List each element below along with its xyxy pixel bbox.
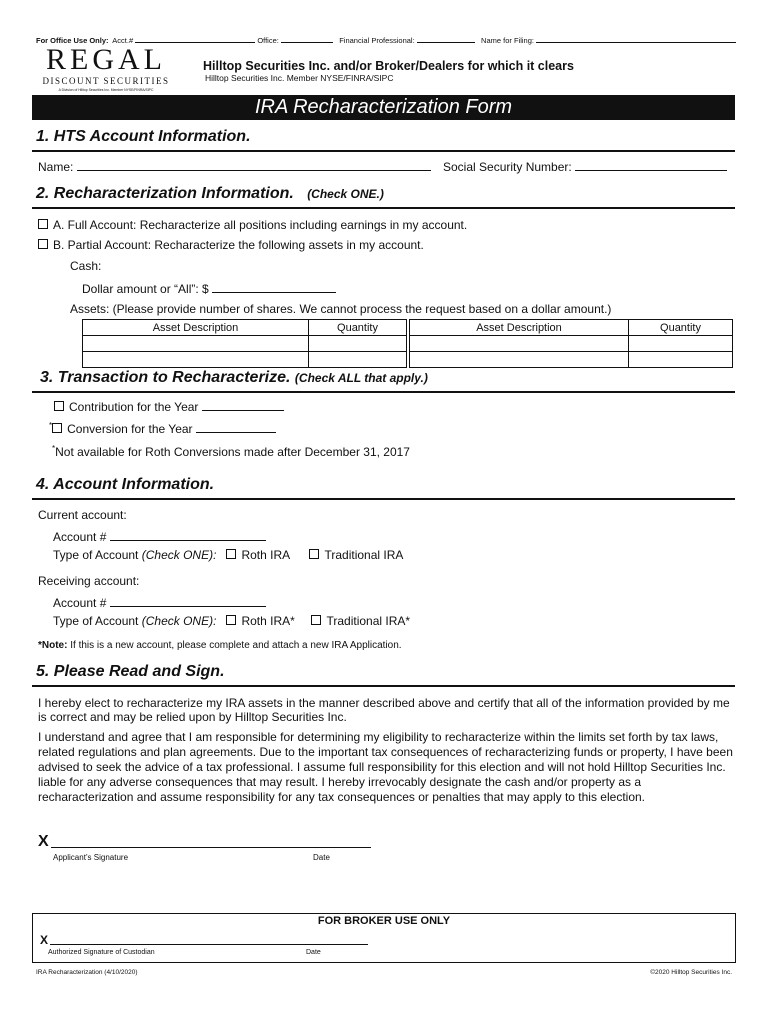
receiving-account-no-label: Account # xyxy=(53,596,107,610)
section-5-header xyxy=(32,663,735,687)
assets-label: Assets: (Please provide number of shares. We cannot process the request based on a dollar amount.) xyxy=(70,302,612,316)
table-row xyxy=(83,336,733,352)
broker-title: FOR BROKER USE ONLY xyxy=(317,915,451,927)
conversion-star: * xyxy=(49,421,53,430)
fin-pro-field[interactable] xyxy=(417,42,475,43)
receiving-roth-checkbox[interactable] xyxy=(226,615,236,625)
section-2-title-wrap xyxy=(36,185,384,203)
name-label: Name: xyxy=(38,160,74,174)
applicant-sig-line[interactable] xyxy=(51,847,371,848)
option-a-label: A. Full Account: Recharacterize all positions including earnings in my account. xyxy=(53,218,468,232)
form-title: IRA Recharacterization Form xyxy=(254,96,513,118)
receiving-check-one: (Check ONE): xyxy=(141,614,217,628)
contribution-year-field[interactable] xyxy=(202,398,284,411)
broker-sig-line[interactable] xyxy=(50,944,368,945)
receiving-traditional-checkbox[interactable] xyxy=(311,615,321,625)
current-roth-label: Roth IRA xyxy=(241,548,290,562)
receiving-account-label: Receiving account: xyxy=(38,574,140,588)
agreement-paragraph: I understand and agree that I am responsible for determining my eligibility to recharacterize within the limits set forth by tax laws, related regulations and plan agreements. Due to the important tax consequences of recharacterizing funds or property, I have been advised to seek the advice of a tax professional. I assume full responsibility for this election and will not hold Hilltop Securities Inc. liable for any adverse consequences that may result. I hereby irrevocably designate the cash and/or property as a recharacterization and assume responsibility for any tax consequences or penalties that may apply to this election. xyxy=(38,730,733,804)
form-title-bar xyxy=(32,95,735,120)
receiving-account-no-field[interactable] xyxy=(110,594,266,607)
name-filing-label: Name for Filing: xyxy=(481,36,534,45)
regal-logo xyxy=(36,43,176,92)
option-b-checkbox[interactable] xyxy=(38,239,48,249)
office-label: Office: xyxy=(257,36,279,45)
current-type-label: Type of Account xyxy=(53,548,139,562)
section-2-note: (Check ONE.) xyxy=(307,187,384,201)
section-1-header xyxy=(32,128,735,152)
current-account-no-field[interactable] xyxy=(110,528,266,541)
section-3-note: (Check ALL that apply.) xyxy=(294,371,428,385)
ssn-label: Social Security Number: xyxy=(443,160,572,174)
footnote-text: Not available for Roth Conversions made after December 31, 2017 xyxy=(55,445,410,459)
col-qty-2: Quantity xyxy=(629,320,733,336)
current-account-label: Current account: xyxy=(38,508,127,522)
header-subtitle: Hilltop Securities Inc. Member NYSE/FINRA/SIPC xyxy=(205,73,394,83)
section-4-title: 4. Account Information. xyxy=(36,476,215,493)
current-check-one: (Check ONE): xyxy=(141,548,217,562)
assets-header-row xyxy=(83,320,733,336)
section-3-title-wrap xyxy=(40,369,428,387)
certify-paragraph: I hereby elect to recharacterize my IRA assets in the manner described above and certify that all of the information provided by me is correct and may be relied upon by Hilltop Securities Inc. xyxy=(38,696,730,724)
logo-main: REGAL xyxy=(46,43,166,76)
acct-label: Acct.# xyxy=(112,36,134,45)
col-asset-desc-1: Asset Description xyxy=(83,320,309,336)
name-field[interactable] xyxy=(77,158,431,171)
section-2-title: 2. Recharacterization Information. xyxy=(36,185,294,202)
name-filing-field[interactable] xyxy=(536,42,736,43)
asset-desc-cell[interactable] xyxy=(83,352,309,368)
qty-cell[interactable] xyxy=(629,336,733,352)
section-1-title: 1. HTS Account Information. xyxy=(36,128,251,145)
asset-desc-cell[interactable] xyxy=(83,336,309,352)
note-text: If this is a new account, please complete and attach a new IRA Application. xyxy=(67,640,402,651)
assets-table xyxy=(82,319,733,368)
dollar-field[interactable] xyxy=(212,280,336,293)
fin-pro-label: Financial Professional: xyxy=(339,36,415,45)
qty-cell[interactable] xyxy=(629,352,733,368)
logo-sub: DISCOUNT SECURITIES xyxy=(42,76,170,86)
current-traditional-checkbox[interactable] xyxy=(309,549,319,559)
office-field[interactable] xyxy=(281,42,333,43)
section-3-title: 3. Transaction to Recharacterize. xyxy=(40,369,291,386)
office-use-label: For Office Use Only: xyxy=(36,36,109,45)
applicant-sig-x: X xyxy=(38,833,49,850)
applicant-sig-label: Applicant’s Signature xyxy=(53,853,129,862)
applicant-date-label: Date xyxy=(313,853,330,862)
section-4-header xyxy=(32,476,735,500)
dollar-label: Dollar amount or “All”: $ xyxy=(82,282,209,296)
footnote-star: * xyxy=(52,444,56,453)
current-type-row xyxy=(53,548,403,562)
dollar-row xyxy=(82,280,336,296)
qty-cell[interactable] xyxy=(309,352,407,368)
section-2-header xyxy=(32,185,735,209)
section-5-title: 5. Please Read and Sign. xyxy=(36,663,225,680)
broker-sig-x: X xyxy=(40,933,49,947)
option-b-label: B. Partial Account: Recharacterize the following assets in my account. xyxy=(53,238,424,252)
current-traditional-label: Traditional IRA xyxy=(324,548,404,562)
asset-desc-cell[interactable] xyxy=(410,336,629,352)
receiving-roth-label: Roth IRA* xyxy=(241,614,295,628)
receiving-traditional-label: Traditional IRA* xyxy=(326,614,411,628)
logo-tagline: A Division of Hilltop Securities Inc. Member NYSE/FINRA/SIPC xyxy=(58,88,154,92)
broker-use-box xyxy=(32,913,736,963)
footer-right: ©2020 Hilltop Securities Inc. xyxy=(650,969,732,976)
conversion-year-field[interactable] xyxy=(196,420,276,433)
asset-desc-cell[interactable] xyxy=(410,352,629,368)
option-b[interactable] xyxy=(38,238,424,252)
footer-left: IRA Recharacterization (4/10/2020) xyxy=(36,969,138,976)
table-row xyxy=(83,352,733,368)
contribution-label: Contribution for the Year xyxy=(69,400,199,414)
name-row xyxy=(38,158,431,174)
col-asset-desc-2: Asset Description xyxy=(410,320,629,336)
option-a-checkbox[interactable] xyxy=(38,219,48,229)
note-label: *Note: xyxy=(38,640,68,651)
current-roth-checkbox[interactable] xyxy=(226,549,236,559)
contribution-checkbox[interactable] xyxy=(54,401,64,411)
receiving-type-label: Type of Account xyxy=(53,614,139,628)
cash-label: Cash: xyxy=(70,259,102,273)
header-title: Hilltop Securities Inc. and/or Broker/Dealers for which it clears xyxy=(203,59,574,73)
conversion-row[interactable] xyxy=(49,420,276,436)
broker-sig-label: Authorized Signature of Custodian xyxy=(48,949,155,956)
conversion-label: Conversion for the Year xyxy=(67,422,193,436)
col-qty-1: Quantity xyxy=(309,320,407,336)
footnote xyxy=(52,444,410,459)
ssn-row xyxy=(443,158,727,174)
receiving-account-no-row xyxy=(53,594,266,610)
option-a[interactable] xyxy=(38,218,467,232)
ssn-field[interactable] xyxy=(575,158,727,171)
current-account-no-row xyxy=(53,528,266,544)
current-account-no-label: Account # xyxy=(53,530,107,544)
broker-date-label: Date xyxy=(306,949,321,956)
receiving-type-row xyxy=(53,614,410,628)
conversion-checkbox[interactable] xyxy=(52,423,62,433)
contribution-row[interactable] xyxy=(54,398,284,414)
new-account-note xyxy=(38,640,402,651)
qty-cell[interactable] xyxy=(309,336,407,352)
section-3-header xyxy=(32,369,735,393)
